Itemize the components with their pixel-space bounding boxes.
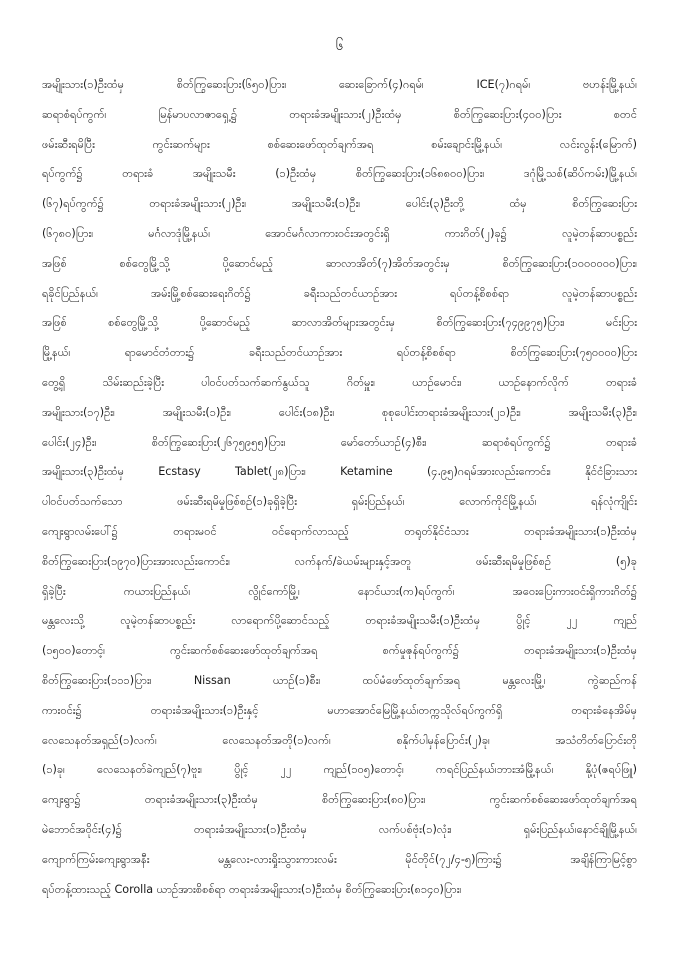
text-line: ရပ်တန့်ထားသည့် Corolla ယာဉ်အားစိစစ်ရာ တရားခံအမျိုးသား(၁)ဦးထံမှ စိတ်ကြွဆေးပြား(၈၁၄၀)ပြား၊ bbox=[42, 882, 462, 896]
text-line: မဲဘောင်အဝိုင်း(၄)၌ တရားခံအမျိုးသား(၁)ဦးထံမှ လက်ပစ်ဗုံး(၁)လုံး၊ ရှမ်းပြည်နယ်၊နောင်ချိုမြို့နယ်၊ bbox=[42, 822, 637, 836]
text-line: ရပ်ကွက်၌ တရားခံ အမျိုးသမီး (၁)ဦးထံမှ စိတ်ကြွဆေးပြား(၁၆၈၈၀၀)ပြား၊ ဒဂုံမြို့သစ်(ဆိပ်ကမ်း)မြို့နယ်၊ bbox=[42, 167, 637, 181]
body-text bbox=[42, 70, 637, 904]
text-line: အမျိုးသား(၃)ဦးထံမှ Ecstasy Tablet(၂၈)ပြား၊ Ketamine (၄.၉၅)ဂရမ်အားလည်းကောင်း၊ နိုင်ငံခြားသား bbox=[42, 465, 637, 479]
text-line: ဖမ်းဆီးရမိပြီး ကွင်းဆက်များ စစ်ဆေးဖော်ထုတ်ချက်အရ စမ်းချောင်းမြို့နယ်၊ လင်းလွန်း(မြောက်) bbox=[42, 137, 637, 151]
text-line: ပါဝင်ပတ်သက်သော ဖမ်းဆီးရမိမှုဖြစ်စဉ်(၁)ခုရှိခဲ့ပြီး ရှမ်းပြည်နယ်၊ လောက်ကိုင်မြို့နယ်၊ ရန်လုံကျိုင်း bbox=[42, 495, 637, 509]
text-line: အဖြစ် စစ်တွေမြို့သို့ ပို့ဆောင်မည့် ဆာလာအိတ်(၇)အိတ်အတွင်းမှ စိတ်ကြွဆေးပြား(၁၀၀၀၀၀၀)ပြား၊ bbox=[42, 256, 637, 270]
text-line: ရခိုင်ပြည်နယ်၊ အမ်းမြို့စစ်ဆေးရေးဂိတ်၌ ခရီးသည်တင်ယာဉ်အား ရပ်တန့်စိစစ်ရာ လူမဲ့တန်ဆာပစ္စည်း bbox=[42, 286, 637, 300]
text-line: အမျိုးသား(၁)ဦးထံမှ စိတ်ကြွဆေးပြား(၆၅၀)ပြား၊ ဆေးခြောက်(၄)ဂရမ်၊ ICE(၇)ဂရမ်၊ ဗဟန်းမြို့နယ်၊ bbox=[42, 78, 637, 91]
text-line: ကျောက်ကြမ်းကျေးရွာအနီး မန္တလေး-လားရှိုးသွားကားလမ်း မိုင်တိုင်(၇၂/၄-၅)ကြား၌ အချိန်ကြာမြင့်စွာ bbox=[42, 852, 637, 866]
text-line: စိတ်ကြွဆေးပြား(၁၁၁)ပြား၊ Nissan ယာဉ်(၁)စီး၊ ထပ်မံဖော်ထုတ်ချက်အရ မန္တလေးမြို့၊ ကွဲဆည်ကန် bbox=[42, 673, 637, 687]
text-line: မြို့နယ်၊ ရာမောင်တံတား၌ ခရီးသည်တင်ယာဉ်အား ရပ်တန့်စိစစ်ရာ စိတ်ကြွဆေးပြား(၇၅၀၀၀၀)ပြား bbox=[42, 346, 637, 360]
text-line: တွေ့ရှိ သိမ်းဆည်းခဲ့ပြီး ပါဝင်ပတ်သက်ဆက်နွယ်သူ ဂိတ်မှူး၊ ယာဉ်မောင်း၊ ယာဉ်နောက်လိုက် တရားခံ bbox=[42, 375, 637, 389]
text-line: ပေါင်း(၂၄)ဦး၊ စိတ်ကြွဆေးပြား(၂၆၇၅၉၅၅)ပြား၊ မော်တော်ယာဉ်(၄)စီး၊ ဆရာစံရပ်ကွက်၌ တရားခံ bbox=[42, 435, 637, 449]
page-number: ၆ bbox=[335, 38, 344, 54]
text-line: ဆရာစံရပ်ကွက်၊ မြန်မာပလာဇာရှေ့၌ တရားခံအမျိုးသား(၂)ဦးထံမှ စိတ်ကြွဆေးပြား(၄၀၀)ပြား စတင် bbox=[42, 107, 637, 121]
text-line: အဖြစ် စစ်တွေမြို့သို့ ပို့ဆောင်မည့် ဆာလာအိတ်များအတွင်းမှ စိတ်ကြွဆေးပြား(၇၄၉၉၇၅)ပြား၊ မင်းပြား bbox=[42, 316, 637, 330]
text-line: စိတ်ကြွဆေးပြား(၁၉၇၀)ပြားအားလည်းကောင်း၊ လက်နက်/ခဲယမ်းများနှင့်အတူ ဖမ်းဆီးရမိမှုဖြစ်စဉ် (၅)ခု bbox=[42, 554, 637, 568]
text-line: လေသေနတ်အရှည်(၁)လက်၊ လေသေနတ်အတို(၁)လက်၊ စနိုက်ပါမှန်ပြောင်း(၂)ခု၊ အသံတိတ်ပြောင်းတို bbox=[42, 733, 637, 747]
text-line: ကျေးရွာလမ်းပေါ်၌ တရားမဝင် ဝင်ရောက်လာသည့် တရုတ်နိုင်ငံသား တရားခံအမျိုးသား(၁)ဦးထံမှ bbox=[42, 524, 637, 538]
text-line: အမျိုးသား(၁၇)ဦး၊ အမျိုးသမီး(၁)ဦး၊ ပေါင်း(၁၈)ဦး၊ စုစုပေါင်းတရားခံအမျိုးသား(၂၁)ဦး၊ အမျိုးသမီး(၃)ဦး၊ bbox=[42, 405, 637, 419]
text-line: (၁)ခု၊ လေသေနတ်ခဲကျည်(၇)ဗူး၊ ပွိုင့် ၂၂ ကျည်(၁၀၅)တောင့်၊ ကရင်ပြည်နယ်၊ဘားအံမြို့နယ်၊ နို့ပုံ(ဇရပ်ဖြူ) bbox=[42, 763, 637, 777]
text-line: မန္တလေးသို့ လူမဲ့တန်ဆာပစ္စည်း လာရောက်ပို့ဆောင်သည့် တရားခံအမျိုးသမီး(၁)ဦးထံမှ ပွိုင့် ၂၂ ကျည် bbox=[42, 614, 637, 628]
text-line: (၁၅၀၀)တောင့်၊ ကွင်းဆက်စစ်ဆေးဖော်ထုတ်ချက်အရ စက်မှုဇုန်ရပ်ကွက်၌ တရားခံအမျိုးသား(၁)ဦးထံမှ bbox=[42, 644, 637, 658]
text-line: (၆၇၈၀)ပြား၊ မင်္ဂလာဒုံမြို့နယ်၊ အောင်မင်္ဂလာကားဝင်းအတွင်းရှိ ကားဂိတ်(၂)ခု၌ လူမဲ့တန်ဆာပစ္စည်း bbox=[42, 226, 637, 240]
text-line: ရှိခဲ့ပြီး ကယားပြည်နယ်၊ လွိုင်ကော်မြို့၊ နောင်ယား(က)ရပ်ကွက်၊ အဝေးပြေးကားဝင်းရှိကားဂိတ်၌ bbox=[42, 584, 637, 598]
text-line: (၆၇)ရပ်ကွက်၌ တရားခံအမျိုးသား(၂)ဦး၊ အမျိုးသမီး(၁)ဦး၊ ပေါင်း(၃)ဦးတို့ ထံမှ စိတ်ကြွဆေးပြား bbox=[42, 197, 637, 211]
text-line: ကားဝင်း၌ တရားခံအမျိုးသား(၁)ဦးနှင့် မဟာအောင်မြေမြို့နယ်၊တက္ကသိုလ်ရပ်ကွက်ရှိ တရားခံနေအိမ်မှ bbox=[42, 703, 637, 717]
text-line: ကျေးရွာ၌ တရားခံအမျိုးသား(၃)ဦးထံမှ စိတ်ကြွဆေးပြား(၈၀)ပြား၊ ကွင်းဆက်စစ်ဆေးဖော်ထုတ်ချက်အရ bbox=[42, 793, 637, 807]
